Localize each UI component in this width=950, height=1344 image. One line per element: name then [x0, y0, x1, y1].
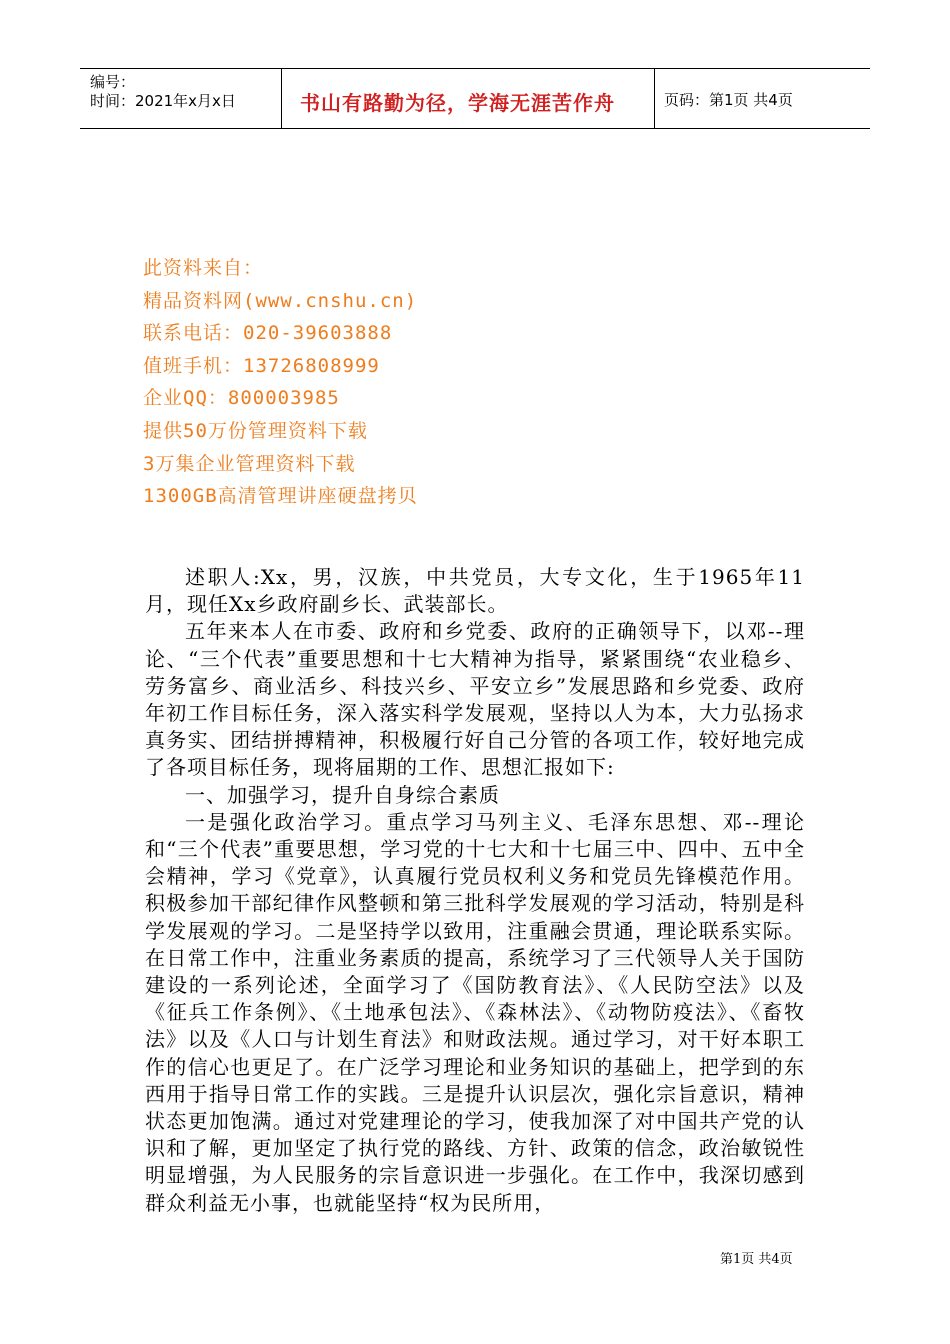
- document-time: 时间：2021年x月x日: [90, 92, 236, 110]
- document-body: [145, 564, 805, 1217]
- contact-block: [143, 252, 418, 513]
- contact-line: 值班手机：13726808999: [143, 354, 380, 377]
- header-meta-cell: [80, 69, 282, 128]
- header-motto-cell: [282, 69, 655, 128]
- page-indicator: 页码：第1页 共4页: [664, 91, 793, 109]
- contact-line: 3万集企业管理资料下载: [143, 452, 356, 475]
- contact-line: 此资料来自：: [143, 257, 264, 279]
- contact-line: 提供50万份管理资料下载: [143, 419, 368, 442]
- header-page-cell: [655, 69, 870, 128]
- contact-line: 精品资料网(www.cnshu.cn): [143, 289, 418, 312]
- paragraph: 一是强化政治学习。重点学习马列主义、毛泽东思想、邓--理论和“三个代表”重要思想，学习党的十七大和十七届三中、四中、五中全会精神，学习《党章》，认真履行党员权利义务和党员先锋模范作用。积极参加干部纪律作风整顿和第三批科学发展观的学习活动，特别是科学发展观的学习。二是坚持学以致用，注重融会贯通，理论联系实际。在日常工作中，注重业务素质的提高，系统学习了三代领导人关于国防建设的一系列论述，全面学习了《国防教育法》、《人民防空法》以及《征兵工作条例》、《土地承包法》、《森林法》、《动物防疫法》、《畜牧法》以及《人口与计划生育法》和财政法规。通过学习，对干好本职工作的信心也更足了。在广泛学习理论和业务知识的基础上，把学到的东西用于指导日常工作的实践。三是提升认识层次，强化宗旨意识，精神状态更加饱满。通过对党建理论的学习，使我加深了对中国共产党的认识和了解，更加坚定了执行党的路线、方针、政策的信念，政治敏锐性明显增强，为人民服务的宗旨意识进一步强化。在工作中，我深切感到群众利益无小事，也就能坚持“权为民所用，: [145, 809, 805, 1215]
- paragraph: 五年来本人在市委、政府和乡党委、政府的正确领导下，以邓--理论、“三个代表”重要思想和十七大精神为指导，紧紧围绕“农业稳乡、劳务富乡、商业活乡、科技兴乡、平安立乡”发展思路和乡党委、政府年初工作目标任务，深入落实科学发展观，坚持以人为本，大力弘扬求真务实、团结拼搏精神，积极履行好自己分管的各项工作，较好地完成了各项目标任务，现将届期的工作、思想汇报如下:: [145, 619, 805, 780]
- contact-line: 联系电话：020-39603888: [143, 322, 393, 345]
- page-footer: 第1页 共4页: [720, 1252, 793, 1267]
- paragraph: 述职人:Xx，男，汉族，中共党员，大专文化，生于1965年11月，现任Xx乡政府副乡长、武装部长。: [145, 565, 805, 617]
- contact-line: 1300GB高清管理讲座硬盘拷贝: [143, 485, 418, 508]
- document-number: 编号：: [90, 73, 136, 91]
- motto: 书山有路勤为径，学海无涯苦作舟: [300, 91, 615, 115]
- header-table: [80, 68, 870, 129]
- contact-line: 企业QQ：800003985: [143, 387, 340, 410]
- section-heading: 一、加强学习，提升自身综合素质: [185, 782, 500, 807]
